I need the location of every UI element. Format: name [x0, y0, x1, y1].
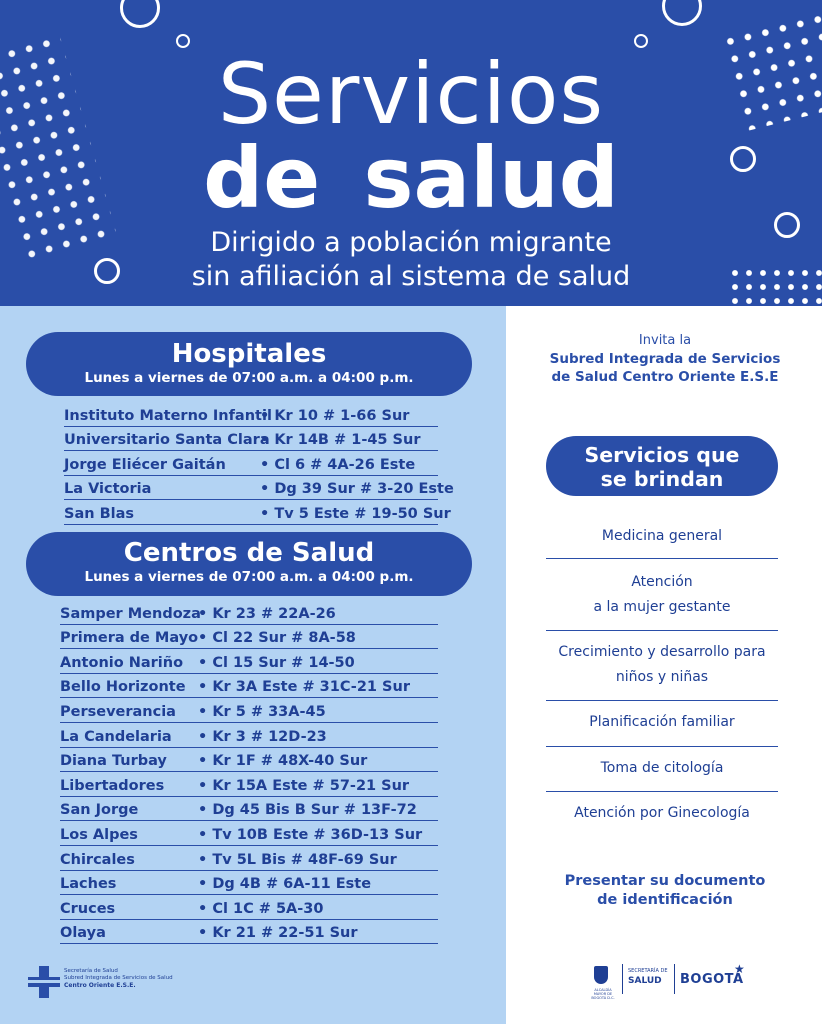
location-address: • Kr 10 # 1-66 Sur: [260, 407, 410, 424]
location-row: [60, 920, 438, 945]
service-item: [546, 801, 778, 826]
city-shield-icon: [594, 966, 608, 984]
title-line-2: de salud: [203, 129, 619, 227]
location-row: [60, 625, 438, 650]
service-text: a la mujer gestante: [593, 599, 731, 615]
location-name: Chircales: [60, 851, 135, 868]
location-address: • Dg 45 Bis B Sur # 13F-72: [198, 802, 417, 819]
health-centers-heading: Centros de Salud: [123, 538, 375, 568]
invite-line-3: de Salud Centro Oriente E.S.E: [551, 369, 779, 385]
location-address: • Cl 6 # 4A-26 Este: [260, 456, 416, 473]
health-centers-schedule: Lunes a viernes de 07:00 a.m. a 04:00 p.m.: [84, 569, 414, 585]
location-row: [60, 895, 438, 920]
location-address: • Cl 22 Sur # 8A-58: [198, 630, 356, 647]
hospitals-schedule: Lunes a viernes de 07:00 a.m. a 04:00 p.m.: [84, 370, 414, 386]
location-address: • Tv 10B Este # 36D-13 Sur: [198, 826, 423, 843]
divider: [674, 964, 675, 994]
location-address: • Kr 23 # 22A-26: [198, 605, 336, 622]
location-name: Instituto Materno Infantil: [64, 407, 272, 424]
location-address: • Tv 5 Este # 19-50 Sur: [260, 505, 451, 522]
footer-line-2: Subred Integrada de Servicios de Salud: [64, 975, 173, 981]
health-cross-icon: [28, 966, 60, 998]
location-name: La Candelaria: [60, 728, 172, 745]
subred-logo: [28, 964, 178, 1004]
id-document-note: [540, 872, 790, 910]
divider: [546, 700, 778, 701]
location-name: San Jorge: [60, 802, 139, 819]
divider: [546, 558, 778, 559]
location-address: • Kr 21 # 22-51 Sur: [198, 925, 358, 942]
service-item: [546, 756, 778, 781]
star-icon: ★: [734, 962, 745, 976]
title-line-1: Servicios: [217, 45, 605, 143]
footer-line-1: Secretaría de Salud: [64, 968, 118, 974]
invite-line-2: Subred Integrada de Servicios: [549, 351, 781, 367]
location-name: Laches: [60, 876, 117, 893]
location-address: • Kr 1F # 48X-40 Sur: [198, 753, 368, 770]
location-name: La Victoria: [64, 481, 152, 498]
location-address: • Cl 15 Sur # 14-50: [198, 654, 355, 671]
location-name: Libertadores: [60, 777, 165, 794]
divider: [622, 964, 623, 994]
location-name: Antonio Nariño: [60, 654, 184, 671]
services-heading-line-2: se brindan: [600, 467, 724, 491]
location-name: Jorge Eliécer Gaitán: [64, 456, 226, 473]
secretaria-label: SECRETARÍA DE: [628, 968, 668, 974]
service-item: [546, 710, 778, 735]
footer-line-3: Centro Oriente E.S.E.: [64, 982, 136, 989]
location-address: • Kr 15A Este # 57-21 Sur: [198, 777, 410, 794]
invite-block: [520, 332, 810, 386]
location-address: • Kr 3A Este # 31C-21 Sur: [198, 679, 410, 696]
service-item: [546, 640, 778, 690]
subtitle: [0, 226, 822, 294]
location-row: [64, 476, 454, 501]
service-text: Medicina general: [601, 528, 723, 544]
services-heading-line-1: Servicios que: [584, 443, 740, 467]
location-name: Diana Turbay: [60, 753, 167, 770]
location-row: [64, 427, 438, 452]
services-heading-pill: [546, 436, 778, 496]
location-row: [60, 674, 438, 699]
location-name: San Blas: [64, 505, 135, 522]
location-row: [60, 871, 438, 896]
location-name: Bello Horizonte: [60, 679, 186, 696]
divider: [546, 630, 778, 631]
location-address: • Kr 14B # 1-45 Sur: [260, 432, 421, 449]
location-row: [60, 600, 438, 625]
divider: [546, 746, 778, 747]
location-name: Primera de Mayo: [60, 630, 199, 647]
location-address: • Kr 3 # 12D-23: [198, 728, 327, 745]
service-text: Atención por Ginecología: [574, 805, 750, 821]
service-item: [546, 524, 778, 549]
note-line-1: Presentar su documento: [564, 873, 766, 889]
location-row: [64, 500, 451, 525]
location-name: Samper Mendoza: [60, 605, 201, 622]
location-name: Los Alpes: [60, 826, 138, 843]
health-centers-heading-pill: [26, 532, 472, 596]
location-name: Perseverancia: [60, 703, 176, 720]
hospital-list: [64, 402, 454, 525]
location-address: • Dg 4B # 6A-11 Este: [198, 876, 372, 893]
location-row: [60, 772, 438, 797]
service-text: Toma de citología: [600, 760, 724, 776]
location-row: [60, 649, 438, 674]
salud-label: SALUD: [628, 976, 662, 986]
header-banner: [0, 0, 822, 306]
location-address: • Dg 39 Sur # 3-20 Este: [260, 481, 454, 498]
institution-logos: [588, 960, 758, 1000]
subtitle-line-1: Dirigido a población migrante: [210, 227, 612, 258]
service-text: Planificación familiar: [589, 714, 735, 730]
location-address: • Cl 1C # 5A-30: [198, 900, 324, 917]
hospitals-heading-pill: [26, 332, 472, 396]
location-name: Universitario Santa Clara: [64, 432, 270, 449]
decorative-circle: [662, 0, 702, 26]
health-center-list: [60, 600, 438, 944]
location-row: [60, 846, 438, 871]
alcaldia-label: ALCALDÍA MAYOR DE BOGOTÁ D.C.: [591, 988, 615, 1000]
hospitals-heading: Hospitales: [171, 339, 327, 369]
location-row: [60, 821, 438, 846]
decorative-circle: [120, 0, 160, 28]
service-text: Crecimiento y desarrollo para: [558, 644, 766, 660]
service-item: [546, 570, 778, 620]
subtitle-line-2: sin afiliación al sistema de salud: [191, 261, 631, 292]
location-name: Olaya: [60, 925, 106, 942]
divider: [546, 791, 778, 792]
location-row: [60, 723, 438, 748]
location-row: [64, 402, 438, 427]
invite-line-1: Invita la: [638, 333, 692, 348]
location-row: [64, 451, 438, 476]
location-row: [60, 698, 438, 723]
location-row: [60, 748, 438, 773]
note-line-2: de identificación: [597, 892, 733, 908]
location-name: Cruces: [60, 900, 116, 917]
bogota-logo: BOGOTÁ: [680, 972, 744, 987]
service-text: niños y niñas: [615, 669, 709, 685]
location-address: • Kr 5 # 33A-45: [198, 703, 326, 720]
location-address: • Tv 5L Bis # 48F-69 Sur: [198, 851, 397, 868]
location-row: [60, 797, 438, 822]
service-text: Atención: [631, 574, 693, 590]
